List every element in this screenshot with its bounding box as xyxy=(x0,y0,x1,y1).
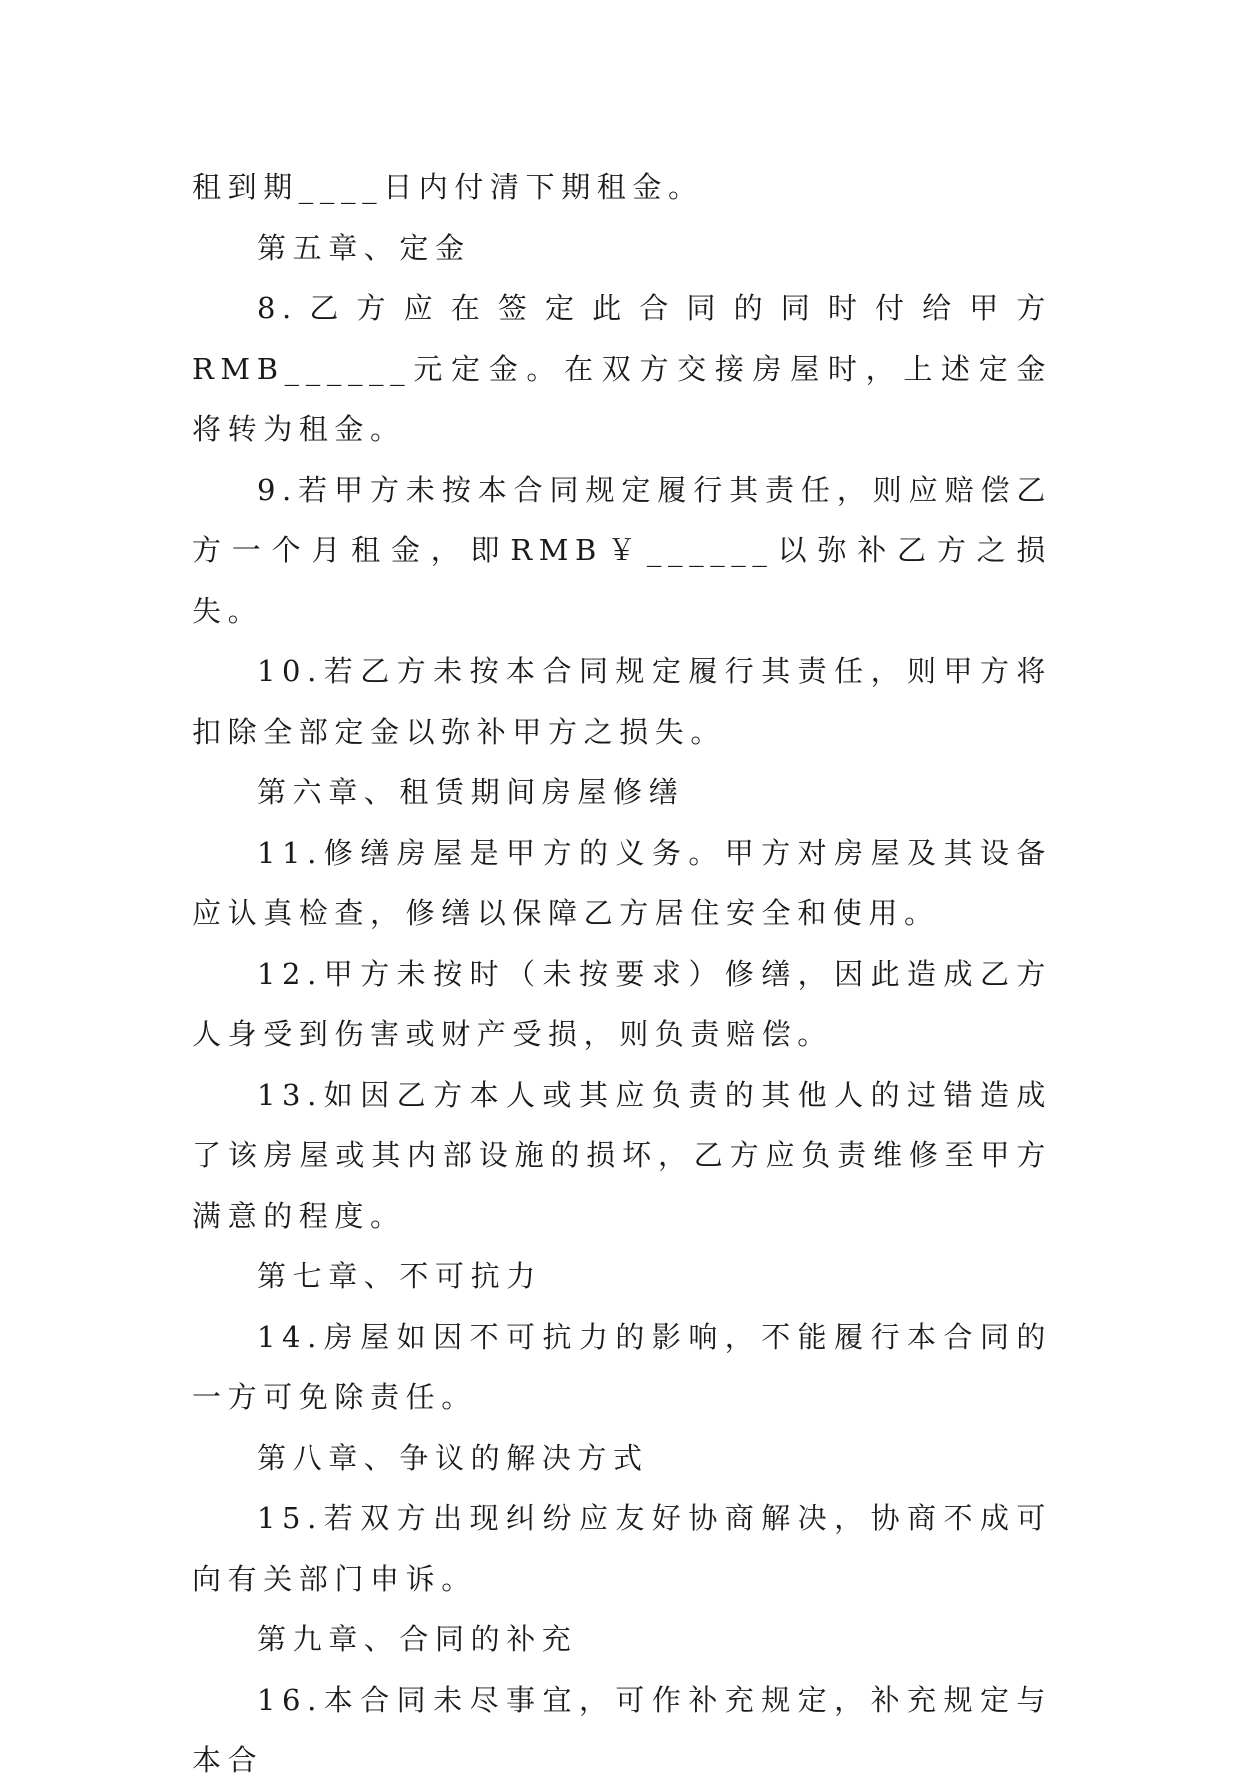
heading-chapter-5-deposit: 第五章、定金 xyxy=(257,230,471,265)
heading-chapter-9-supplement: 第九章、合同的补充 xyxy=(257,1622,578,1656)
clause-8: 8.乙方应在签定此合同的同时付给甲方RMB______元定金。在双方交接房屋时，上述定金将转为租金。 xyxy=(192,291,1052,446)
heading-chapter-7-force-majeure: 第七章、不可抗力 xyxy=(257,1259,542,1293)
clause-13: 13.如因乙方本人或其应负责的其他人的过错造成了该房屋或其内部设施的损坏，乙方应负责维修至甲方满意的程度。 xyxy=(192,1077,1052,1233)
contract-body xyxy=(192,157,1052,1791)
heading-chapter-6-repairs: 第六章、租赁期间房屋修缮 xyxy=(257,775,685,809)
heading-chapter-8-disputes: 第八章、争议的解决方式 xyxy=(257,1440,649,1475)
paragraph-rent-due: 租到期____日内付清下期租金。 xyxy=(192,170,704,204)
clause-11: 11.修缮房屋是甲方的义务。甲方对房屋及其设备应认真检查，修缮以保障乙方居住安全和使用。 xyxy=(192,835,1052,930)
clause-12: 12.甲方未按时（未按要求）修缮，因此造成乙方人身受到伤害或财产受损，则负责赔偿。 xyxy=(192,956,1052,1051)
clause-10: 10.若乙方未按本合同规定履行其责任，则甲方将扣除全部定金以弥补甲方之损失。 xyxy=(192,654,1052,749)
clause-16: 16.本合同未尽事宜，可作补充规定，补充规定与本合 xyxy=(192,1682,1052,1777)
clause-14: 14.房屋如因不可抗力的影响，不能履行本合同的一方可免除责任。 xyxy=(192,1319,1052,1414)
clause-9: 9.若甲方未按本合同规定履行其责任，则应赔偿乙方一个月租金，即RMB￥______以弥补乙方之损失。 xyxy=(192,472,1052,628)
clause-15: 15.若双方出现纠纷应友好协商解决，协商不成可向有关部门申诉。 xyxy=(192,1501,1052,1596)
